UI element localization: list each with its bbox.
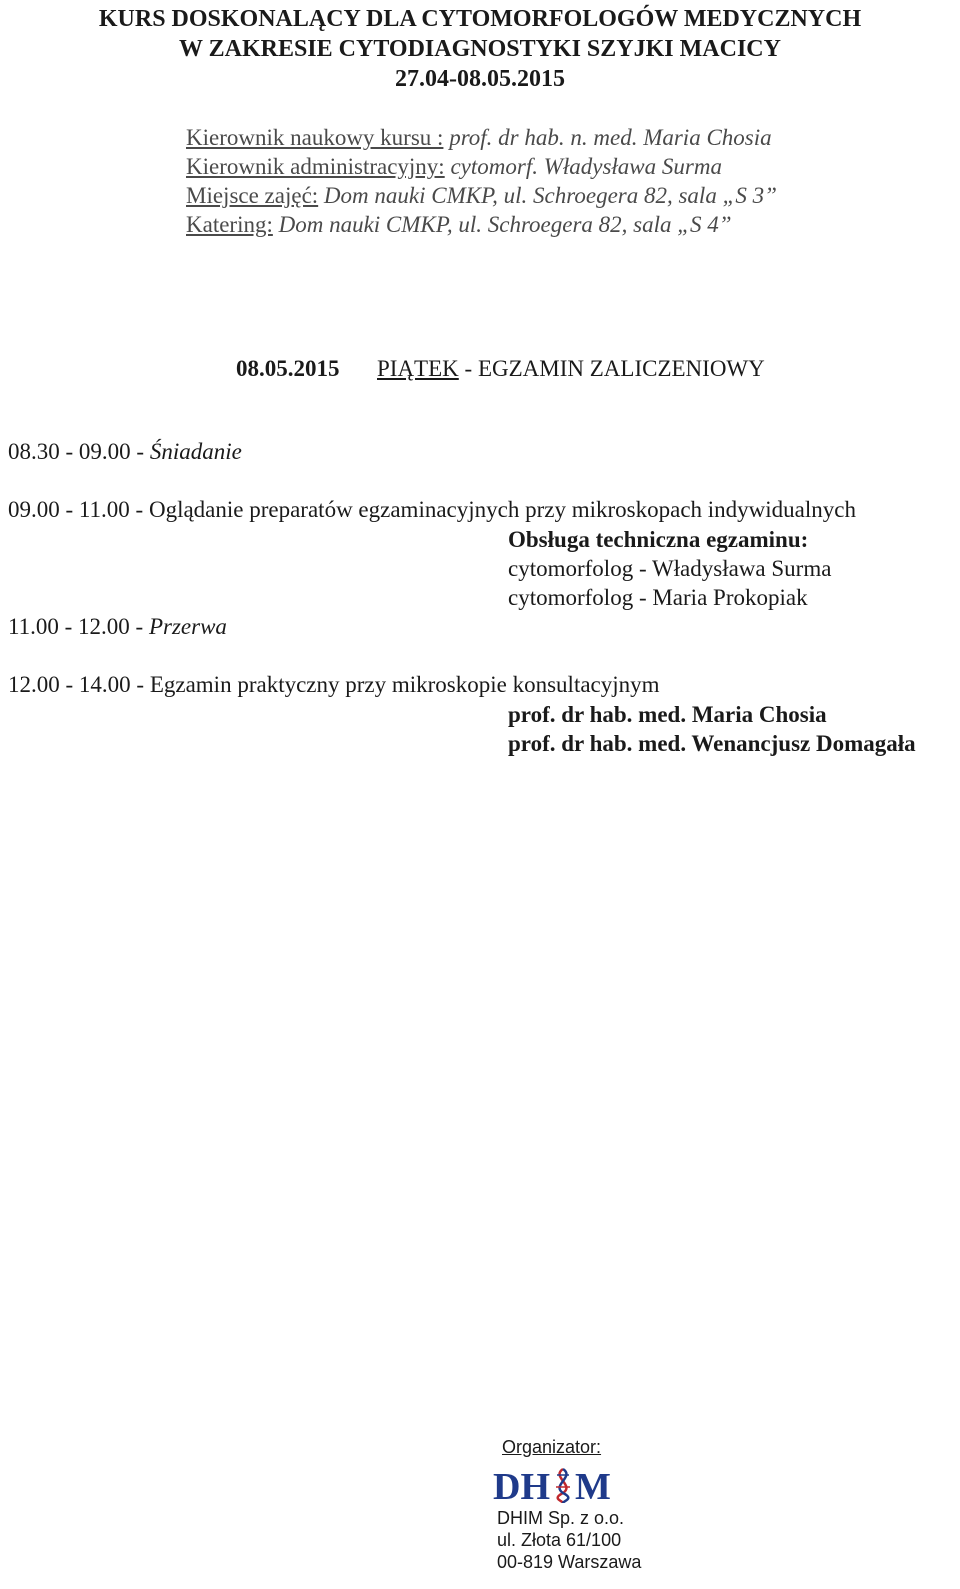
day-title: EGZAMIN ZALICZENIOWY xyxy=(477,356,765,381)
dna-helix-icon xyxy=(556,1469,570,1503)
day-weekday: PIĄTEK xyxy=(377,356,459,381)
schedule-item-break xyxy=(8,614,227,640)
schedule-item-breakfast xyxy=(8,439,242,465)
scientific-director-label: Kierownik naukowy kursu : xyxy=(186,125,444,150)
schedule-time: 12.00 - 14.00 - xyxy=(8,672,150,697)
catering-value: Dom nauki CMKP, ul. Schroegera 82, sala „S 4” xyxy=(278,212,732,237)
dhim-logo xyxy=(493,1467,625,1503)
organizer-city: 00-819 Warszawa xyxy=(497,1552,642,1572)
venue-label: Miejsce zajęć: xyxy=(186,183,319,208)
svg-text:M: M xyxy=(575,1467,611,1503)
organizer-street: ul. Złota 61/100 xyxy=(497,1530,622,1550)
dhim-logo-mark xyxy=(493,1467,625,1503)
day-heading xyxy=(236,356,765,382)
course-title-line1: KURS DOSKONALĄCY DLA CYTOMORFOLOGÓW MEDYCZNYCH xyxy=(98,6,862,32)
schedule-activity: Egzamin praktyczny przy mikroskopie konsultacyjnym xyxy=(149,672,660,697)
organizer-label: Organizator: xyxy=(502,1437,602,1457)
technical-heading: Obsługa techniczna egzaminu: xyxy=(508,527,809,552)
admin-director-value: cytomorf. Władysława Surma xyxy=(450,154,722,179)
catering xyxy=(186,212,732,238)
svg-text:DH: DH xyxy=(493,1467,550,1503)
admin-director-label: Kierownik administracyjny: xyxy=(186,154,445,179)
schedule-item-practical-exam xyxy=(8,672,660,698)
schedule-time: 09.00 - 11.00 - xyxy=(8,497,149,522)
schedule-activity: Oglądanie preparatów egzaminacyjnych przy mikroskopach indywidualnych xyxy=(148,497,856,522)
schedule-activity: Przerwa xyxy=(148,614,227,639)
schedule-activity: Śniadanie xyxy=(149,439,242,464)
schedule-time: 08.30 - 09.00 - xyxy=(8,439,150,464)
admin-director xyxy=(186,154,722,180)
day-date: 08.05.2015 xyxy=(236,356,340,381)
course-dates: 27.04-08.05.2015 xyxy=(395,66,565,92)
technical-person-2: cytomorfolog - Maria Prokopiak xyxy=(508,585,808,610)
schedule-item-slides xyxy=(8,497,856,523)
venue xyxy=(186,183,777,209)
day-separator: - xyxy=(458,356,478,381)
catering-label: Katering: xyxy=(186,212,273,237)
schedule-time: 11.00 - 12.00 - xyxy=(8,614,149,639)
venue-value: Dom nauki CMKP, ul. Schroegera 82, sala „S 3” xyxy=(323,183,777,208)
organizer-company: DHIM Sp. z o.o. xyxy=(497,1508,625,1528)
scientific-director-value: prof. dr hab. n. med. Maria Chosia xyxy=(449,125,772,150)
scientific-director xyxy=(186,125,772,151)
examiner-2: prof. dr hab. med. Wenancjusz Domagała xyxy=(508,731,916,756)
technical-person-1: cytomorfolog - Władysława Surma xyxy=(508,556,832,581)
examiner-1: prof. dr hab. med. Maria Chosia xyxy=(508,702,827,727)
course-title-line2: W ZAKRESIE CYTODIAGNOSTYKI SZYJKI MACICY xyxy=(179,36,781,62)
